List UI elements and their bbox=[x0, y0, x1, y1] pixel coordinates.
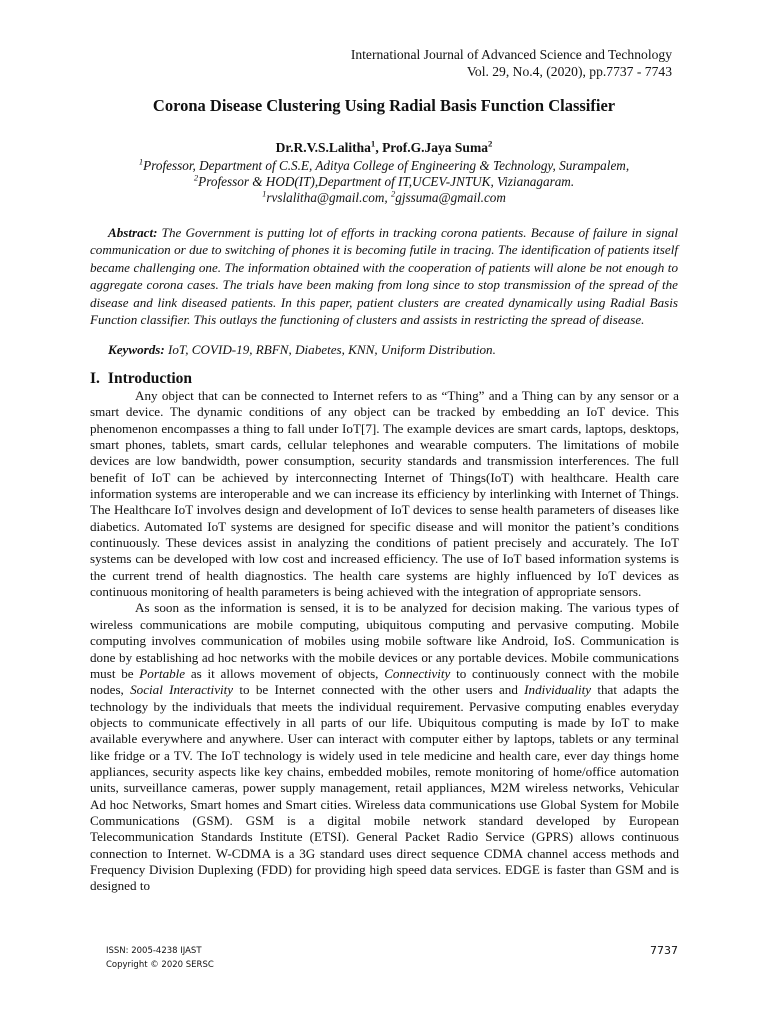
affiliations bbox=[0, 158, 768, 206]
keywords-text: IoT, COVID-19, RBFN, Diabetes, KNN, Uniform Distribution. bbox=[164, 342, 496, 357]
term-connectivity: Connectivity bbox=[384, 665, 451, 681]
abstract-text: The Government is putting lot of efforts in tracking corona patients. Because of failure in signal communication or due to switching of phones it is becoming futile in tracing. The identification of patients itself became challenging one. The information obtained with the cooperation of patients will alone be not enough to aggregate corona cases. The trials have been making from long since to stop transmission of the spread of the disease and link diseased patients. In this paper, patient clusters are created dynamically using Radial Basis Function classifier. This outlays the functioning of clusters and assists in restricting the spread of disease. bbox=[90, 225, 678, 328]
page-number: 7737 bbox=[650, 944, 678, 957]
paragraph-2 bbox=[90, 600, 679, 894]
term-social-interactivity: Social Interactivity bbox=[130, 682, 234, 698]
affiliation-2-sup: 2 bbox=[193, 172, 199, 183]
p2-text-a: As soon as the information is sensed, it is to be analyzed for decision making. The various types of wireless communications are mobile computing, ubiquitous computing and pervasive computing. Mobile computing involves communication of mobiles using mobile software like Android, IoS. Communication is done by establishing ad hoc networks with the mobile devices or any portable devices. Mobile communications must be bbox=[90, 600, 679, 681]
keywords bbox=[108, 342, 496, 358]
affiliation-1 bbox=[0, 158, 768, 174]
section-heading bbox=[90, 370, 192, 388]
affiliation-1-sup: 1 bbox=[138, 156, 144, 167]
footer-left bbox=[106, 944, 214, 972]
p2-text-b: as it allows movement of objects, bbox=[185, 665, 385, 681]
author-line bbox=[0, 140, 768, 156]
author-1: Dr.R.V.S.Lalitha bbox=[275, 140, 371, 155]
author-2-sup: 2 bbox=[487, 138, 493, 149]
term-individuality: Individuality bbox=[524, 682, 592, 698]
footer-issn: ISSN: 2005-4238 IJAST bbox=[106, 946, 202, 956]
p2-text-e: that adapts the technology by the individuals that meets the individual requirement. Pervasive computing enables everyday objects to communicate effectively in all parts of our life. Ubiquitous computing is made by IoT to make available everywhere and anywhere. User can interact with computer either by laptops, tablets or any terminal like fridge or a TV. The IoT technology is widely used in tele medicine and health care, ever day things home appliances, security aspects like key chains, embedded mobiles, remote monitoring of home/office automation units, surveillance cameras, power supply management, retail appliances, M2M wireless networks, Vehicular Ad hoc Networks, Smart homes and Smart cities. Wireless data communications use Global System for Mobile Communications (GSM). GSM is a digital mobile network standard developed by European Telecommunication Standards Institute (ETSI). General Packet Radio Service (GPRS) allows continuous connection to Internet. W-CDMA is a 3G standard uses direct sequence CDMA channel access methods and Frequency Division Duplexing (FDD) for providing high speed data services. EDGE is faster than GSM and is designed to bbox=[90, 682, 679, 894]
paragraph-1: Any object that can be connected to Internet refers to as “Thing” and a Thing can by any sensor or a smart device. The dynamic conditions of any object can be tracked by embedding an IoT device. This phenomenon encompasses a thing to fall under IoT[7]. The example devices are smart cards, laptops, desktops, smart phones, tablets, smart cards, cellular telephones and wearable computers. The limitations of mobile devices are low bandwidth, power consumption, security standards and transmission interferences. The full benefit of IoT can be achieved by interconnecting Internet of Things(IoT) with healthcare. Health care information systems are interoperable and we can increase its efficiency by interlinking with Internet of Things. The Healthcare IoT involves design and development of IoT devices to sense health parameters of diseases like diabetics. Automated IoT systems are designed for specific disease and will monitor the patient’s conditions continuously. These devices assist in analyzing the conditions of patient precisely and accurately. The IoT systems can be developed with low cost and increased efficiency. The use of IoT based information systems is the current trend of health diagnostics. The health care systems are highly influenced by IoT devices as continuous monitoring of health parameters is being achieved with the integration of appropriate sensors. bbox=[90, 388, 679, 600]
abstract-label: Abstract: bbox=[108, 225, 158, 240]
author-2: Prof.G.Jaya Suma bbox=[382, 140, 488, 155]
journal-name: International Journal of Advanced Science and Technology bbox=[350, 47, 672, 62]
body-text bbox=[90, 388, 679, 895]
journal-header bbox=[351, 46, 672, 80]
section-number: I. bbox=[90, 370, 100, 387]
section-title: Introduction bbox=[107, 370, 193, 387]
email-2[interactable]: gjssuma@gmail.com bbox=[395, 190, 506, 205]
email-line bbox=[0, 190, 768, 206]
affiliation-2 bbox=[0, 174, 768, 190]
abstract bbox=[90, 224, 678, 328]
journal-volume: Vol. 29, No.4, (2020), pp.7737 - 7743 bbox=[466, 64, 672, 79]
email-1[interactable]: rvslalitha@gmail.com, bbox=[266, 190, 391, 205]
email-2-sup: 2 bbox=[390, 188, 396, 199]
author-separator: , bbox=[375, 140, 383, 155]
paper-title: Corona Disease Clustering Using Radial Basis Function Classifier bbox=[152, 96, 616, 115]
term-portable: Portable bbox=[139, 665, 186, 681]
author-1-sup: 1 bbox=[370, 138, 376, 149]
email-1-sup: 1 bbox=[262, 188, 267, 199]
p2-text-c: to continuously connect with the mobile nodes, bbox=[90, 665, 679, 698]
p2-text-d: to be Internet connected with the other users and bbox=[233, 682, 525, 698]
affiliation-2-text: Professor & HOD(IT),Department of IT,UCEV-JNTUK, Vizianagaram. bbox=[198, 174, 575, 189]
footer-copyright: Copyright © 2020 SERSC bbox=[106, 960, 214, 970]
keywords-label: Keywords: bbox=[108, 342, 165, 357]
affiliation-1-text: Professor, Department of C.S.E, Aditya College of Engineering & Technology, Surampalem, bbox=[143, 158, 630, 173]
